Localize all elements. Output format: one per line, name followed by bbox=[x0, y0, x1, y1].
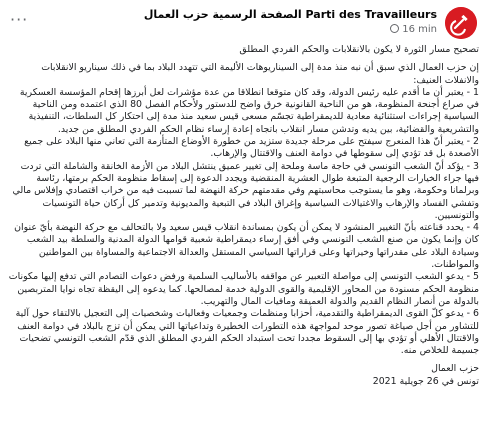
globe-icon bbox=[390, 24, 399, 33]
post-point: 1 - يعتبر أن ما أقدم عليه رئيس الدولة، وقد كان متوقعا انطلاقا من عدة مؤشرات لعل أبرزها إقحام المؤسسة العسكرية في صراع أجنحة المنظومة، هو من الناحية القانونية خرق واضح للدستور ولأحكام الفصل 80 الذي اعتمده ومن الناحية السياسية إجراءات استثنائية معادية للديمقراطية تجسّم مسعى قيس سعيد منذ مدة إلى احتكار كل السلطات، التنفيذية والتشريعية والقضائية، بين يديه وتدشن مسار انقلاب باتجاه إعادة إرساء نظام الحكم الفردي المطلق من جديد. bbox=[19, 86, 479, 135]
page-name[interactable]: Parti des Travailleurs الصفحة الرسمية حزب العمال bbox=[143, 8, 437, 21]
post-point: 5 - يدعو الشعب التونسي إلى مواصلة التعبير عن مواقفه بالأساليب السلمية ورفض دعوات التصادم التي تدفع إليها مكونات منظومة الحكم مسنودة من المحاور الإقليمية والقوى الدولية خدمة لمصالحها. كما يدعوه إلى اليقظة تجاه نوايا المتربصين بالدولة من أنصار النظام القديم والدولة العميقة ومافيات المال والتهريب. bbox=[8, 271, 479, 307]
post-date: تونس في 26 جويلية 2021 bbox=[372, 375, 479, 387]
post-point: 6 - يدعو كلّ القوى الديمقراطية والتقدمية، أحزابا ومنظمات وجمعيات وفعاليات وشخصيات إلى التعجيل بالالتقاء حول آلية للتشاور من أجل صياغة تصور موحد لمواجهة هذه التطورات الخطيرة وتداعياتها التي يمكن أن تزج بالبلاد في دوامة العنف والاقتتال الأهلي أو تؤدي بها إلى السقوط مجددا تحت استبداد الحكم الفردي المطلق الذي قدّم الشعب التونسي تضحيات جسيمة للخلاص منه. bbox=[15, 308, 479, 357]
post-point: 4 - يحدد قناعته بأنّ التغيير المنشود لا يمكن أن يكون بمساندة انقلاب قيس سعيد ولا بالتحالف مع حركة النهضة بأيّ عنوان كان وإنما يكون من صنع الشعب التونسي وفي أفق إرساء ديمقراطية شعبية قوامها الدولة المدنية والسلطة بيد الشعب وسيادة البلاد على مقدراتها وخيراتها وعلى قراراتها السياسي المستقل والعدالة الاجتماعية والمساواة بين المواطنين والمواطنات. bbox=[14, 222, 479, 271]
post-meta bbox=[387, 24, 437, 35]
post-title: تصحيح مسار الثورة لا يكون بالانقلابات والحكم الفردي المطلق bbox=[239, 44, 479, 55]
more-options-icon[interactable]: ··· bbox=[10, 10, 29, 29]
post-time[interactable]: 16 min bbox=[402, 24, 437, 35]
page-avatar[interactable] bbox=[445, 7, 477, 39]
hammer-sickle-icon bbox=[445, 7, 477, 39]
post-intro: إن حزب العمال الذي سبق أن نبه منذ مدة إلى السيناريوهات الأليمة التي تتهدد البلاد بما في ذلك سيناريو الانقلابات والانفلات العنيف: bbox=[41, 62, 479, 86]
post-header bbox=[8, 6, 477, 40]
post-content bbox=[8, 44, 479, 388]
post-point: 3 - يؤكد أنّ الشعب التونسي في حاجة ماسة وملحة إلى تغيير عميق ينتشل البلاد من الأزمة الخانقة والشاملة التي تردت فيها جراء الخيارات الرجعية المتبعة طوال العشرية المنقضية ويجدد الدعوة إلى إسقاط منظومة الحكم برمتها، رئاسة وبرلمانا وحكومة، وهو ما يستوجب محاسبتهم وفي مقدمتهم حركة النهضة لما تسببت فيه من خراب اقتصادي وإفلاس مالي وتفشي الفساد والإرهاب والاغتيالات السياسية وإغراق البلاد في التبعية والمديونية وتدمير كل أركان حياة التونسيات والتونسيين. bbox=[12, 160, 479, 221]
post-signature: حزب العمال bbox=[431, 363, 479, 375]
post-point: 2 - يعتبر أنّ هذا المنعرج سيفتح على مرحلة جديدة ستزيد من خطورة الأوضاع المتأزمة التي تعاني منها البلاد على جميع الأصعدة بل قد تؤدي إلى سقوطها في دوامة العنف والاقتتال والإرهاب. bbox=[24, 136, 479, 160]
